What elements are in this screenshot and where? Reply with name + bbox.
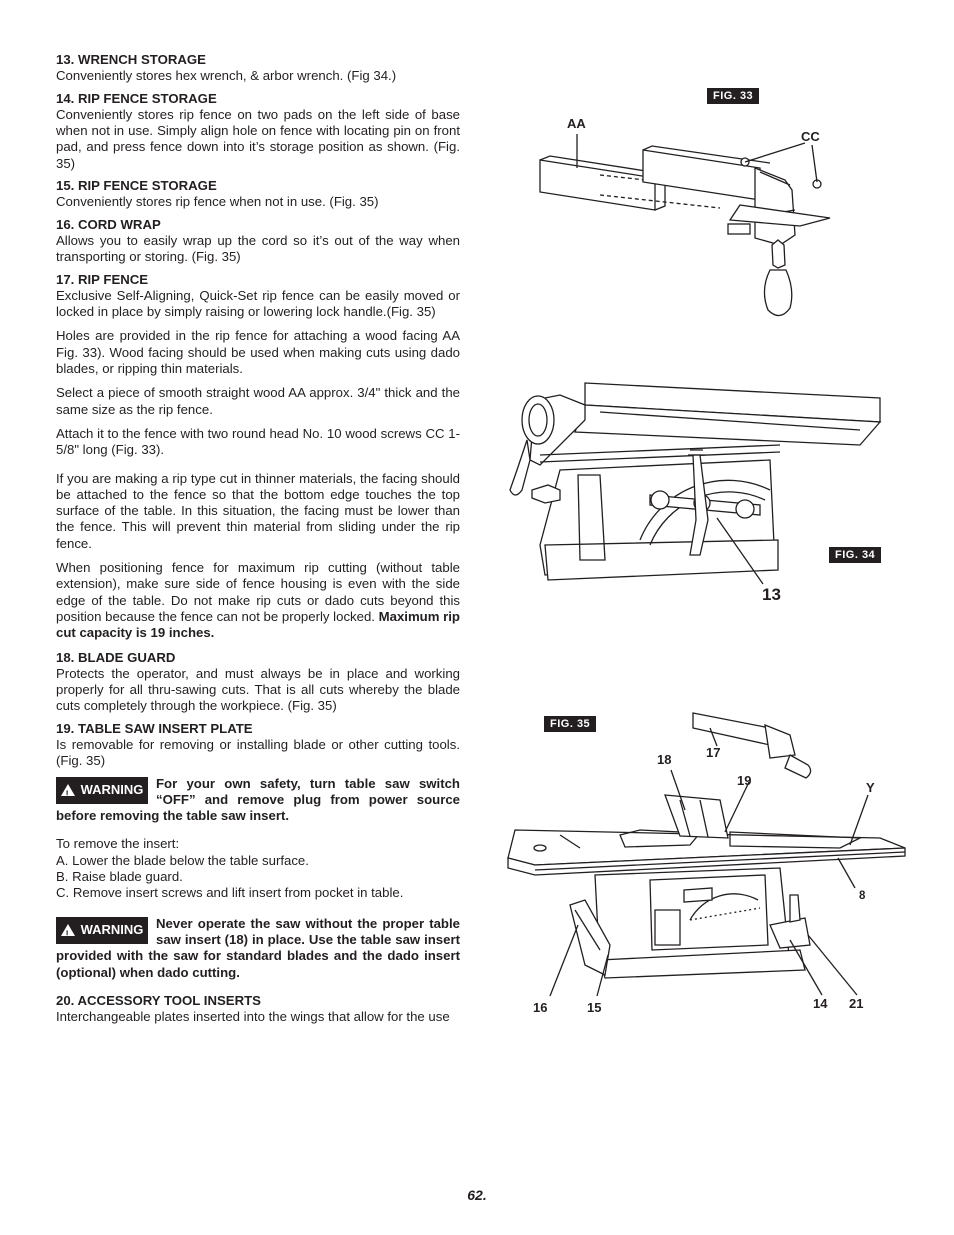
section-body: Exclusive Self-Aligning, Quick-Set rip fence can be easily moved or locked in place by simply raising or lowering lock handle.(Fig. 35) [56,287,460,320]
section-body: Is removable for removing or installing blade or other cutting tools. (Fig. 35) [56,736,460,769]
section-title: 13. WRENCH STORAGE [56,52,206,67]
section-body: Protects the operator, and must always be in place and working properly for all thru-sawing cuts. That is all cuts whereby the blade cuts completely through the workpiece. (Fig. 35) [56,665,460,714]
section-13 [56,52,460,85]
section-body: Interchangeable plates inserted into the wings that allow for the use [56,1009,450,1025]
section-20 [56,993,460,1026]
section-title: 19. TABLE SAW INSERT PLATE [56,720,253,736]
section-19 [56,721,460,770]
fig-35-label-y: Y [866,780,875,795]
section-title: 20. ACCESSORY TOOL INSERTS [56,992,261,1008]
section-15 [56,178,460,211]
paragraph: Holes are provided in the rip fence for attaching a wood facing AA Fig. 33). Wood facing should be used when making cuts using dado blades, or ripping thin materials. [56,328,460,377]
warning-block-2 [56,916,460,981]
paragraph-text: When positioning fence for maximum rip cutting (without table extension), make sure side of fence housing is even with the side edge of the table. Do not make rip cuts or dado cuts beyond this position because the fence can not be properly locked. [56,560,460,624]
warning-label: WARNING [80,781,144,797]
paragraph: Select a piece of smooth straight wood AA approx. 3/4" thick and the same size as the rip fence. [56,385,460,417]
section-title: 18. BLADE GUARD [56,649,176,665]
fig-35-label-15: 15 [587,1000,602,1015]
section-title: 14. RIP FENCE STORAGE [56,90,217,106]
warning-label: WARNING [80,922,144,937]
page-number: 62. [467,1187,487,1203]
fig-35-label-8: 8 [859,890,866,902]
fig-35-label-21: 21 [849,996,864,1011]
section-body: Allows you to easily wrap up the cord so it’s out of the way when transporting or storing. (Fig. 35) [56,232,460,265]
fig-35-label-14: 14 [813,996,828,1011]
section-14 [56,91,460,172]
rip-capacity-note: Maximum rip cut capacity is 19 inches. [56,608,460,641]
text-column [56,52,460,1031]
step-line: To remove the insert: [56,836,180,852]
fig-35-label-18: 18 [657,752,672,767]
warning-badge [56,777,148,804]
fig-33-tag: FIG. 33 [707,88,759,104]
warning-text: For your own safety, turn table saw switch “OFF” and remove plug from power source before removing the table saw insert. [56,775,460,824]
step-line: C. Remove insert screws and lift insert from pocket in table. [56,885,404,901]
fig-34-tag: FIG. 34 [829,547,881,563]
warning-triangle-icon: ! [61,924,75,936]
fig-35-tag: FIG. 35 [544,716,596,732]
section-16 [56,217,460,266]
fig-35-label-16: 16 [533,1000,548,1015]
section-18 [56,650,460,715]
section-title: 17. RIP FENCE [56,271,149,287]
warning-block-1 [56,776,460,825]
paragraph: If you are making a rip type cut in thinner materials, the facing should be attached to the fence so that the bottom edge touches the top surface of the table. In this situation, the facing must be lower than the fence. This will prevent thin material from sliding under the rip fence. [56,470,460,551]
fig-33-label-cc: CC [801,129,820,144]
section-body: Conveniently stores rip fence on two pads on the left side of base when not in use. Simply align hole on fence with locating pin on front pad, and press fence down into it’s storage position as shown. (Fig. 35) [56,106,460,171]
fig-34-label-13: 13 [762,585,781,604]
fig-33-label-aa: AA [567,116,586,131]
section-title: 16. CORD WRAP [56,216,161,232]
step-line: A. Lower the blade below the table surface. [56,852,309,868]
section-body: Conveniently stores hex wrench, & arbor wrench. (Fig 34.) [56,68,397,84]
section-title: 15. RIP FENCE STORAGE [56,178,217,194]
paragraph [56,560,460,641]
warning-badge [56,917,148,944]
fig-35-label-17: 17 [706,745,721,760]
section-body: Conveniently stores rip fence when not in use. (Fig. 35) [56,194,379,210]
warning-text: Never operate the saw without the proper table saw insert (18) in place. Use the table saw insert provided with the saw for standard blades and the dado insert (optional) when dado cutting. [56,915,460,980]
fig-35-label-19: 19 [737,773,752,788]
warning-triangle-icon: ! [61,784,75,796]
remove-steps [56,836,460,901]
paragraph: Attach it to the fence with two round head No. 10 wood screws CC 1-5/8" long (Fig. 33). [56,425,460,458]
step-line: B. Raise blade guard. [56,869,183,885]
section-17 [56,272,460,321]
